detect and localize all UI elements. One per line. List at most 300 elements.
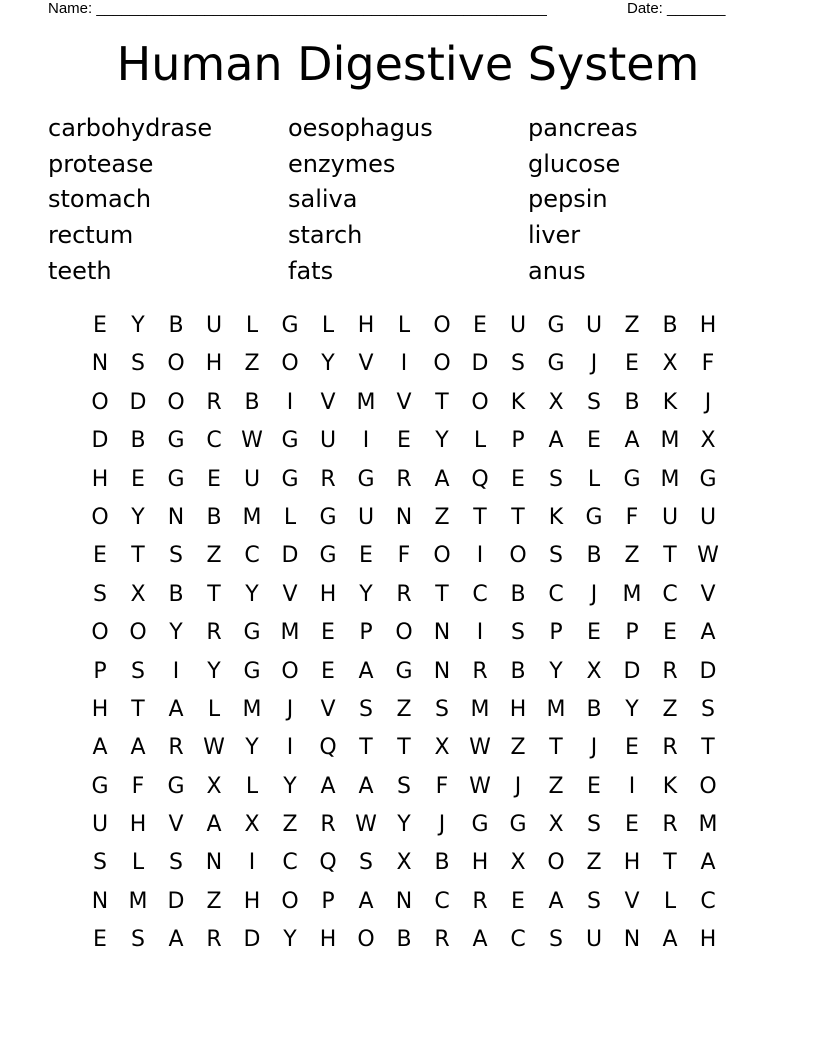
grid-cell[interactable]: B: [510, 581, 526, 607]
grid-cell[interactable]: R: [662, 658, 678, 684]
grid-cell[interactable]: T: [549, 735, 563, 761]
grid-cell[interactable]: E: [131, 466, 145, 492]
grid-cell[interactable]: B: [624, 389, 640, 415]
grid-cell[interactable]: I: [248, 850, 256, 876]
grid-cell[interactable]: R: [472, 888, 488, 914]
grid-cell[interactable]: O: [433, 351, 451, 377]
grid-cell[interactable]: I: [476, 543, 484, 569]
grid-cell[interactable]: C: [472, 581, 488, 607]
grid-cell[interactable]: X: [206, 773, 222, 799]
grid-cell[interactable]: Z: [282, 812, 298, 838]
grid-cell[interactable]: A: [92, 735, 108, 761]
grid-cell[interactable]: M: [698, 812, 718, 838]
grid-cell[interactable]: W: [469, 735, 491, 761]
grid-cell[interactable]: G: [319, 504, 337, 530]
grid-cell[interactable]: Z: [206, 888, 222, 914]
grid-cell[interactable]: Z: [624, 313, 640, 338]
grid-row: [81, 844, 727, 882]
grid-cell[interactable]: A: [358, 888, 374, 914]
grid-cell[interactable]: Z: [624, 543, 640, 569]
grid-cell[interactable]: D: [129, 389, 147, 415]
grid-cell[interactable]: N: [167, 504, 185, 530]
grid-cell[interactable]: N: [205, 850, 223, 876]
grid-cell[interactable]: S: [549, 466, 563, 492]
grid-cell[interactable]: O: [433, 313, 451, 338]
grid-cell[interactable]: B: [434, 850, 450, 876]
grid-cell[interactable]: S: [549, 543, 563, 569]
grid-cell[interactable]: C: [548, 581, 564, 607]
grid-cell[interactable]: Q: [471, 466, 489, 492]
grid-cell[interactable]: U: [585, 927, 603, 953]
grid-cell[interactable]: J: [704, 389, 712, 415]
grid-cell[interactable]: G: [509, 812, 527, 838]
grid-cell[interactable]: F: [625, 504, 639, 530]
grid-cell[interactable]: I: [400, 351, 408, 377]
grid-cell[interactable]: L: [245, 313, 259, 338]
grid-cell[interactable]: N: [433, 658, 451, 684]
grid-cell[interactable]: W: [241, 428, 263, 454]
grid-cell[interactable]: E: [587, 773, 601, 799]
grid-cell[interactable]: T: [131, 696, 145, 722]
grid-cell[interactable]: H: [471, 850, 489, 876]
grid-cell[interactable]: S: [435, 696, 449, 722]
grid-cell[interactable]: D: [281, 543, 299, 569]
grid-cell[interactable]: B: [244, 389, 260, 415]
grid-cell[interactable]: X: [700, 428, 716, 454]
grid-cell[interactable]: O: [357, 927, 375, 953]
grid-cell[interactable]: X: [510, 850, 526, 876]
grid-cell[interactable]: K: [510, 389, 526, 415]
grid-cell[interactable]: O: [167, 351, 185, 377]
grid-cell[interactable]: O: [433, 543, 451, 569]
grid-cell[interactable]: L: [587, 466, 601, 492]
grid-cell[interactable]: E: [625, 735, 639, 761]
grid-cell[interactable]: O: [129, 620, 147, 646]
grid-cell[interactable]: N: [433, 620, 451, 646]
grid-cell[interactable]: N: [395, 504, 413, 530]
grid-cell[interactable]: J: [438, 812, 446, 838]
grid-cell[interactable]: Y: [625, 696, 639, 722]
grid-cell[interactable]: S: [587, 888, 601, 914]
puzzle-grid: [81, 307, 727, 960]
grid-cell[interactable]: X: [130, 581, 146, 607]
grid-cell[interactable]: O: [395, 620, 413, 646]
grid-cell[interactable]: Y: [169, 620, 183, 646]
grid-cell[interactable]: Y: [283, 927, 297, 953]
grid-cell[interactable]: X: [434, 735, 450, 761]
grid-cell[interactable]: S: [587, 389, 601, 415]
grid-cell[interactable]: H: [129, 812, 147, 838]
grid-cell[interactable]: X: [548, 812, 564, 838]
grid-cell[interactable]: A: [434, 466, 450, 492]
grid-cell[interactable]: L: [473, 428, 487, 454]
grid-cell[interactable]: I: [628, 773, 636, 799]
grid-cell[interactable]: B: [586, 696, 602, 722]
grid-cell[interactable]: Z: [206, 543, 222, 569]
grid-cell[interactable]: S: [169, 850, 183, 876]
grid-cell[interactable]: M: [242, 504, 262, 530]
grid-cell[interactable]: O: [91, 620, 109, 646]
grid-cell[interactable]: U: [91, 812, 109, 838]
grid-cell[interactable]: A: [662, 927, 678, 953]
grid-cell[interactable]: O: [281, 658, 299, 684]
grid-cell[interactable]: I: [286, 389, 294, 415]
grid-cell[interactable]: N: [623, 927, 641, 953]
grid-cell[interactable]: A: [700, 850, 716, 876]
word-bank-item: glucose: [528, 149, 621, 178]
grid-cell[interactable]: E: [321, 658, 335, 684]
grid-cell[interactable]: M: [660, 428, 680, 454]
grid-cell[interactable]: G: [395, 658, 413, 684]
grid-row: [81, 345, 727, 383]
grid-cell[interactable]: M: [356, 389, 376, 415]
grid-cell[interactable]: A: [206, 812, 222, 838]
grid-cell[interactable]: S: [93, 850, 107, 876]
grid-cell[interactable]: G: [167, 773, 185, 799]
grid-cell[interactable]: J: [590, 735, 598, 761]
grid-cell[interactable]: Z: [662, 696, 678, 722]
grid-cell[interactable]: C: [662, 581, 678, 607]
grid-cell[interactable]: L: [207, 696, 221, 722]
grid-cell[interactable]: R: [320, 466, 336, 492]
grid-cell[interactable]: L: [397, 313, 411, 338]
grid-cell[interactable]: Y: [435, 428, 449, 454]
grid-cell[interactable]: R: [206, 620, 222, 646]
grid-cell[interactable]: I: [172, 658, 180, 684]
grid-cell[interactable]: F: [701, 351, 715, 377]
grid-cell[interactable]: Y: [245, 581, 259, 607]
grid-cell[interactable]: W: [469, 773, 491, 799]
grid-cell[interactable]: S: [131, 658, 145, 684]
grid-cell[interactable]: R: [320, 812, 336, 838]
grid-cell[interactable]: O: [281, 351, 299, 377]
grid-cell[interactable]: D: [243, 927, 261, 953]
grid-cell[interactable]: V: [320, 389, 336, 415]
grid-row: [81, 729, 727, 767]
grid-cell[interactable]: E: [587, 620, 601, 646]
grid-cell[interactable]: G: [91, 773, 109, 799]
grid-cell[interactable]: O: [699, 773, 717, 799]
grid-cell[interactable]: M: [128, 888, 148, 914]
grid-cell[interactable]: H: [699, 313, 717, 338]
grid-cell[interactable]: W: [203, 735, 225, 761]
grid-cell[interactable]: A: [624, 428, 640, 454]
grid-cell[interactable]: V: [700, 581, 716, 607]
grid-cell[interactable]: R: [662, 735, 678, 761]
grid-cell[interactable]: P: [93, 658, 107, 684]
grid-cell[interactable]: U: [585, 313, 603, 338]
grid-cell[interactable]: C: [434, 888, 450, 914]
grid-cell[interactable]: S: [93, 581, 107, 607]
grid-row: [81, 806, 727, 844]
grid-cell[interactable]: L: [283, 504, 297, 530]
grid-cell[interactable]: E: [663, 620, 677, 646]
grid-cell[interactable]: T: [701, 735, 715, 761]
grid-cell[interactable]: R: [206, 927, 222, 953]
grid-cell[interactable]: S: [397, 773, 411, 799]
grid-cell[interactable]: X: [244, 812, 260, 838]
grid-cell[interactable]: B: [168, 313, 184, 338]
grid-cell[interactable]: P: [511, 428, 525, 454]
grid-cell[interactable]: C: [206, 428, 222, 454]
date-blank[interactable]: _______: [667, 0, 726, 17]
grid-cell[interactable]: K: [662, 773, 678, 799]
grid-cell[interactable]: G: [167, 428, 185, 454]
grid-cell[interactable]: R: [662, 812, 678, 838]
grid-cell[interactable]: C: [700, 888, 716, 914]
grid-cell[interactable]: V: [168, 812, 184, 838]
grid-cell[interactable]: A: [168, 696, 184, 722]
grid-cell[interactable]: E: [359, 543, 373, 569]
grid-cell[interactable]: Z: [434, 504, 450, 530]
grid-cell[interactable]: H: [509, 696, 527, 722]
grid-cell[interactable]: X: [586, 658, 602, 684]
grid-cell[interactable]: Y: [131, 313, 145, 338]
grid-cell[interactable]: E: [625, 812, 639, 838]
grid-cell[interactable]: S: [549, 927, 563, 953]
grid-cell[interactable]: D: [471, 351, 489, 377]
grid-cell[interactable]: Q: [319, 850, 337, 876]
grid-cell[interactable]: A: [472, 927, 488, 953]
grid-cell[interactable]: B: [130, 428, 146, 454]
grid-cell[interactable]: G: [281, 428, 299, 454]
grid-cell[interactable]: H: [357, 313, 375, 338]
grid-cell[interactable]: D: [167, 888, 185, 914]
grid-cell[interactable]: G: [281, 466, 299, 492]
word-bank-item: fats: [288, 256, 334, 285]
grid-cell[interactable]: X: [548, 389, 564, 415]
grid-cell[interactable]: H: [91, 696, 109, 722]
grid-cell[interactable]: E: [511, 466, 525, 492]
grid-cell[interactable]: A: [358, 658, 374, 684]
word-bank-item: rectum: [48, 221, 134, 250]
grid-cell[interactable]: G: [357, 466, 375, 492]
grid-cell[interactable]: D: [623, 658, 641, 684]
grid-cell[interactable]: U: [205, 313, 223, 338]
grid-cell[interactable]: M: [280, 620, 300, 646]
grid-cell[interactable]: I: [476, 620, 484, 646]
grid-cell[interactable]: A: [358, 773, 374, 799]
grid-cell[interactable]: L: [663, 888, 677, 914]
grid-cell[interactable]: Z: [548, 773, 564, 799]
grid-cell[interactable]: U: [357, 504, 375, 530]
grid-cell[interactable]: F: [435, 773, 449, 799]
grid-cell[interactable]: E: [207, 466, 221, 492]
grid-cell[interactable]: A: [548, 888, 564, 914]
grid-cell[interactable]: O: [91, 504, 109, 530]
grid-cell[interactable]: S: [359, 696, 373, 722]
grid-cell[interactable]: E: [93, 927, 107, 953]
grid-cell[interactable]: E: [321, 620, 335, 646]
grid-cell[interactable]: R: [206, 389, 222, 415]
grid-cell[interactable]: I: [286, 735, 294, 761]
grid-cell[interactable]: G: [243, 658, 261, 684]
grid-cell[interactable]: Y: [359, 581, 373, 607]
grid-cell[interactable]: U: [243, 466, 261, 492]
grid-row: [81, 768, 727, 806]
grid-cell[interactable]: B: [396, 927, 412, 953]
grid-cell[interactable]: U: [699, 504, 717, 530]
grid-cell[interactable]: L: [131, 850, 145, 876]
grid-cell[interactable]: G: [319, 543, 337, 569]
grid-cell[interactable]: F: [397, 543, 411, 569]
grid-cell[interactable]: B: [586, 543, 602, 569]
grid-cell[interactable]: H: [91, 466, 109, 492]
grid-cell[interactable]: S: [359, 850, 373, 876]
grid-cell[interactable]: G: [585, 504, 603, 530]
grid-cell[interactable]: C: [244, 543, 260, 569]
grid-cell[interactable]: G: [623, 466, 641, 492]
grid-cell[interactable]: O: [547, 850, 565, 876]
grid-cell[interactable]: H: [699, 927, 717, 953]
grid-cell[interactable]: H: [205, 351, 223, 377]
grid-cell[interactable]: V: [282, 581, 298, 607]
grid-cell[interactable]: S: [511, 351, 525, 377]
name-blank[interactable]: ______________________________________________________: [96, 0, 547, 17]
grid-cell[interactable]: B: [510, 658, 526, 684]
grid-cell[interactable]: O: [167, 389, 185, 415]
grid-cell[interactable]: J: [514, 773, 522, 799]
grid-cell[interactable]: J: [590, 351, 598, 377]
grid-cell[interactable]: T: [131, 543, 145, 569]
grid-cell[interactable]: L: [321, 313, 335, 338]
grid-cell[interactable]: U: [661, 504, 679, 530]
grid-cell[interactable]: Y: [131, 504, 145, 530]
grid-cell[interactable]: O: [509, 543, 527, 569]
grid-cell[interactable]: G: [547, 351, 565, 377]
grid-cell[interactable]: J: [590, 581, 598, 607]
grid-cell[interactable]: B: [662, 313, 678, 338]
grid-cell[interactable]: D: [91, 428, 109, 454]
grid-cell[interactable]: E: [397, 428, 411, 454]
grid-cell[interactable]: U: [509, 313, 527, 338]
grid-cell[interactable]: R: [396, 581, 412, 607]
grid-cell[interactable]: W: [697, 543, 719, 569]
grid-cell[interactable]: T: [207, 581, 221, 607]
grid-cell[interactable]: Z: [510, 735, 526, 761]
grid-cell[interactable]: J: [286, 696, 294, 722]
grid-cell[interactable]: D: [699, 658, 717, 684]
grid-cell[interactable]: H: [623, 850, 641, 876]
grid-cell[interactable]: Y: [321, 351, 335, 377]
grid-cell[interactable]: T: [663, 543, 677, 569]
grid-cell[interactable]: S: [131, 351, 145, 377]
grid-cell[interactable]: V: [320, 696, 336, 722]
grid-cell[interactable]: N: [395, 888, 413, 914]
grid-cell[interactable]: M: [470, 696, 490, 722]
grid-cell[interactable]: C: [510, 927, 526, 953]
grid-cell[interactable]: S: [587, 812, 601, 838]
grid-cell[interactable]: T: [397, 735, 411, 761]
grid-cell[interactable]: B: [206, 504, 222, 530]
grid-cell[interactable]: R: [396, 466, 412, 492]
grid-cell[interactable]: C: [282, 850, 298, 876]
grid-cell[interactable]: E: [587, 428, 601, 454]
grid-cell[interactable]: G: [699, 466, 717, 492]
grid-cell[interactable]: A: [320, 773, 336, 799]
grid-cell[interactable]: G: [547, 313, 565, 338]
grid-cell[interactable]: Q: [319, 735, 337, 761]
grid-cell[interactable]: T: [359, 735, 373, 761]
grid-cell[interactable]: V: [358, 351, 374, 377]
grid-cell[interactable]: R: [168, 735, 184, 761]
grid-cell[interactable]: N: [91, 888, 109, 914]
grid-cell[interactable]: R: [472, 658, 488, 684]
grid-cell[interactable]: P: [321, 888, 335, 914]
grid-cell[interactable]: E: [625, 351, 639, 377]
grid-cell[interactable]: G: [167, 466, 185, 492]
grid-cell[interactable]: O: [471, 389, 489, 415]
grid-cell[interactable]: O: [281, 888, 299, 914]
grid-cell[interactable]: E: [93, 543, 107, 569]
grid-cell[interactable]: G: [281, 313, 299, 338]
grid-cell[interactable]: X: [662, 351, 678, 377]
grid-cell[interactable]: T: [435, 581, 449, 607]
grid-cell[interactable]: Z: [244, 351, 260, 377]
grid-cell[interactable]: Z: [396, 696, 412, 722]
grid-cell[interactable]: V: [396, 389, 412, 415]
grid-cell[interactable]: T: [435, 389, 449, 415]
grid-cell[interactable]: F: [131, 773, 145, 799]
grid-cell[interactable]: M: [622, 581, 642, 607]
grid-cell[interactable]: Y: [207, 658, 221, 684]
grid-cell[interactable]: S: [511, 620, 525, 646]
grid-cell[interactable]: Y: [549, 658, 563, 684]
grid-cell[interactable]: A: [130, 735, 146, 761]
grid-cell[interactable]: T: [663, 850, 677, 876]
grid-cell[interactable]: O: [91, 389, 109, 415]
grid-cell[interactable]: H: [319, 927, 337, 953]
grid-cell[interactable]: E: [93, 313, 107, 338]
grid-cell[interactable]: M: [242, 696, 262, 722]
grid-cell[interactable]: T: [473, 504, 487, 530]
grid-cell[interactable]: M: [546, 696, 566, 722]
grid-cell[interactable]: P: [549, 620, 563, 646]
grid-cell[interactable]: S: [131, 927, 145, 953]
grid-cell[interactable]: R: [434, 927, 450, 953]
grid-cell[interactable]: A: [168, 927, 184, 953]
grid-cell[interactable]: Y: [245, 735, 259, 761]
grid-cell[interactable]: K: [662, 389, 678, 415]
grid-cell[interactable]: Y: [283, 773, 297, 799]
grid-cell[interactable]: W: [355, 812, 377, 838]
grid-cell[interactable]: B: [168, 581, 184, 607]
grid-cell[interactable]: K: [548, 504, 564, 530]
grid-cell[interactable]: H: [319, 581, 337, 607]
grid-cell[interactable]: L: [245, 773, 259, 799]
grid-cell[interactable]: T: [511, 504, 525, 530]
grid-cell[interactable]: E: [473, 313, 487, 338]
grid-cell[interactable]: Y: [397, 812, 411, 838]
grid-cell[interactable]: V: [624, 888, 640, 914]
grid-cell[interactable]: A: [700, 620, 716, 646]
grid-cell[interactable]: Z: [586, 850, 602, 876]
grid-cell[interactable]: I: [362, 428, 370, 454]
grid-cell[interactable]: G: [471, 812, 489, 838]
grid-cell[interactable]: S: [701, 696, 715, 722]
grid-cell[interactable]: P: [625, 620, 639, 646]
grid-cell[interactable]: S: [169, 543, 183, 569]
grid-cell[interactable]: H: [243, 888, 261, 914]
grid-cell[interactable]: P: [359, 620, 373, 646]
grid-cell[interactable]: N: [91, 351, 109, 377]
grid-cell[interactable]: G: [243, 620, 261, 646]
grid-cell[interactable]: A: [548, 428, 564, 454]
grid-cell[interactable]: U: [319, 428, 337, 454]
grid-cell[interactable]: X: [396, 850, 412, 876]
grid-cell[interactable]: M: [660, 466, 680, 492]
grid-cell[interactable]: E: [511, 888, 525, 914]
